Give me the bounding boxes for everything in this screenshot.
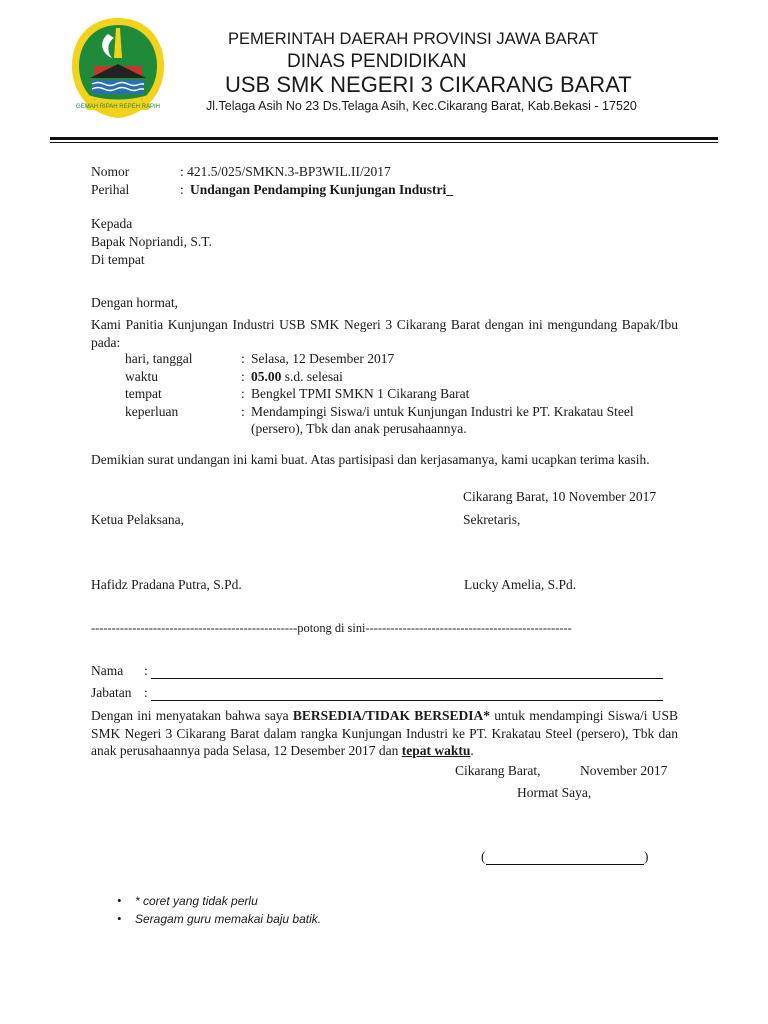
detail-colon: : <box>241 404 245 419</box>
intro-paragraph: Kami Panitia Kunjungan Industri USB SMK Negeri 3 Cikarang Barat dengan ini mengundang Bapak/Ibu pada: <box>91 317 678 350</box>
detail-colon: : <box>241 351 245 366</box>
detail-value-date: Selasa, 12 Desember 2017 <box>251 351 395 366</box>
chair-title: Ketua Pelaksana, <box>91 512 184 527</box>
west-java-emblem-logo <box>68 14 168 122</box>
detail-label-purpose: keperluan <box>125 404 179 419</box>
detail-colon: : <box>241 386 245 401</box>
nomor-label: Nomor <box>91 164 130 179</box>
perihal-label: Perihal <box>91 182 130 197</box>
detail-value-time <box>251 369 343 385</box>
secretary-name: Lucky Amelia, S.Pd. <box>464 577 577 592</box>
statement-choice: BERSEDIA/TIDAK BERSEDIA* <box>292 708 490 723</box>
reply-name-line[interactable] <box>151 678 663 679</box>
chair-name: Hafidz Pradana Putra, S.Pd. <box>91 577 242 592</box>
header-school-name: USB SMK NEGERI 3 CIKARANG BARAT <box>225 72 632 97</box>
perihal-value: Undangan Pendamping Kunjungan Industri_ <box>190 182 453 197</box>
header-divider-thick <box>50 137 718 140</box>
header-address: Jl.Telaga Asih No 23 Ds.Telaga Asih, Kec.Cikarang Barat, Kab.Bekasi - 17520 <box>206 99 637 113</box>
reply-colon: : <box>144 663 148 678</box>
reply-name-label: Nama <box>91 663 124 678</box>
bullet-icon: • <box>117 911 122 926</box>
note-strike-unneeded: * coret yang tidak perlu <box>135 894 258 908</box>
detail-value-time-bold: 05.00 <box>251 369 282 384</box>
reply-place: Cikarang Barat, <box>455 763 541 778</box>
cut-here-line: --------------------------------------------------potong di sini-------------------------------------------------- <box>91 621 572 635</box>
statement-mid: untuk mendampingi Siswa/i USB SMK Negeri 3 Cikarang Barat dalam rangka Kunjungan Industri ke PT. Krakatau Steel (persero), Tbk dan anak perusahaannya pada Selasa, 12 Desember 2017 dan <box>91 708 678 758</box>
detail-value-purpose: Mendampingi Siswa/i untuk Kunjungan Industri ke PT. Krakatau Steel <box>251 404 634 419</box>
note-batik-uniform: Seragam guru memakai baju batik. <box>135 912 322 926</box>
header-government: PEMERINTAH DAERAH PROVINSI JAWA BARAT <box>228 30 599 48</box>
reply-position-line[interactable] <box>151 700 663 701</box>
detail-value-place: Bengkel TPMI SMKN 1 Cikarang Barat <box>251 386 470 401</box>
statement-on-time: tepat waktu <box>401 743 471 758</box>
statement-end: . <box>470 743 474 758</box>
closing-paragraph: Demikian surat undangan ini kami buat. Atas partisipasi dan kerjasamanya, kami ucapkan terima kasih. <box>91 452 650 467</box>
header-department: DINAS PENDIDIKAN <box>287 51 467 72</box>
detail-value-purpose-cont: (persero), Tbk dan anak perusahaannya. <box>251 421 467 436</box>
logo-motto: GEMAH RIPAH REPEH RAPIH <box>76 104 160 110</box>
reply-colon: : <box>144 685 148 700</box>
nomor-value: : 421.5/025/SMKN.3-BP3WIL.II/2017 <box>180 164 391 179</box>
secretary-title: Sekretaris, <box>463 512 521 527</box>
recipient-place: Di tempat <box>91 252 145 267</box>
reply-respect: Hormat Saya, <box>517 785 592 800</box>
detail-label-time: waktu <box>125 369 158 384</box>
signature-paren-close: ) <box>644 849 649 864</box>
statement-pre: Dengan ini menyatakan bahwa saya <box>91 708 293 723</box>
perihal-colon: : <box>180 182 184 197</box>
recipient-name: Bapak Nopriandi, S.T. <box>91 234 212 249</box>
header-divider-thin <box>50 142 718 143</box>
reply-statement <box>91 707 678 760</box>
reply-position-label: Jabatan <box>91 685 132 700</box>
recipient-kepada: Kepada <box>91 216 133 231</box>
reply-date: November 2017 <box>580 763 668 778</box>
detail-label-place: tempat <box>125 386 162 401</box>
detail-label-date: hari, tanggal <box>125 351 193 366</box>
signature-paren-open: ( <box>481 849 486 864</box>
bullet-icon: • <box>117 893 122 908</box>
detail-value-time-rest: s.d. selesai <box>281 369 343 384</box>
letter-place-date: Cikarang Barat, 10 November 2017 <box>463 489 657 504</box>
reply-signature-line[interactable] <box>486 864 644 865</box>
greeting: Dengan hormat, <box>91 295 178 310</box>
detail-colon: : <box>241 369 245 384</box>
